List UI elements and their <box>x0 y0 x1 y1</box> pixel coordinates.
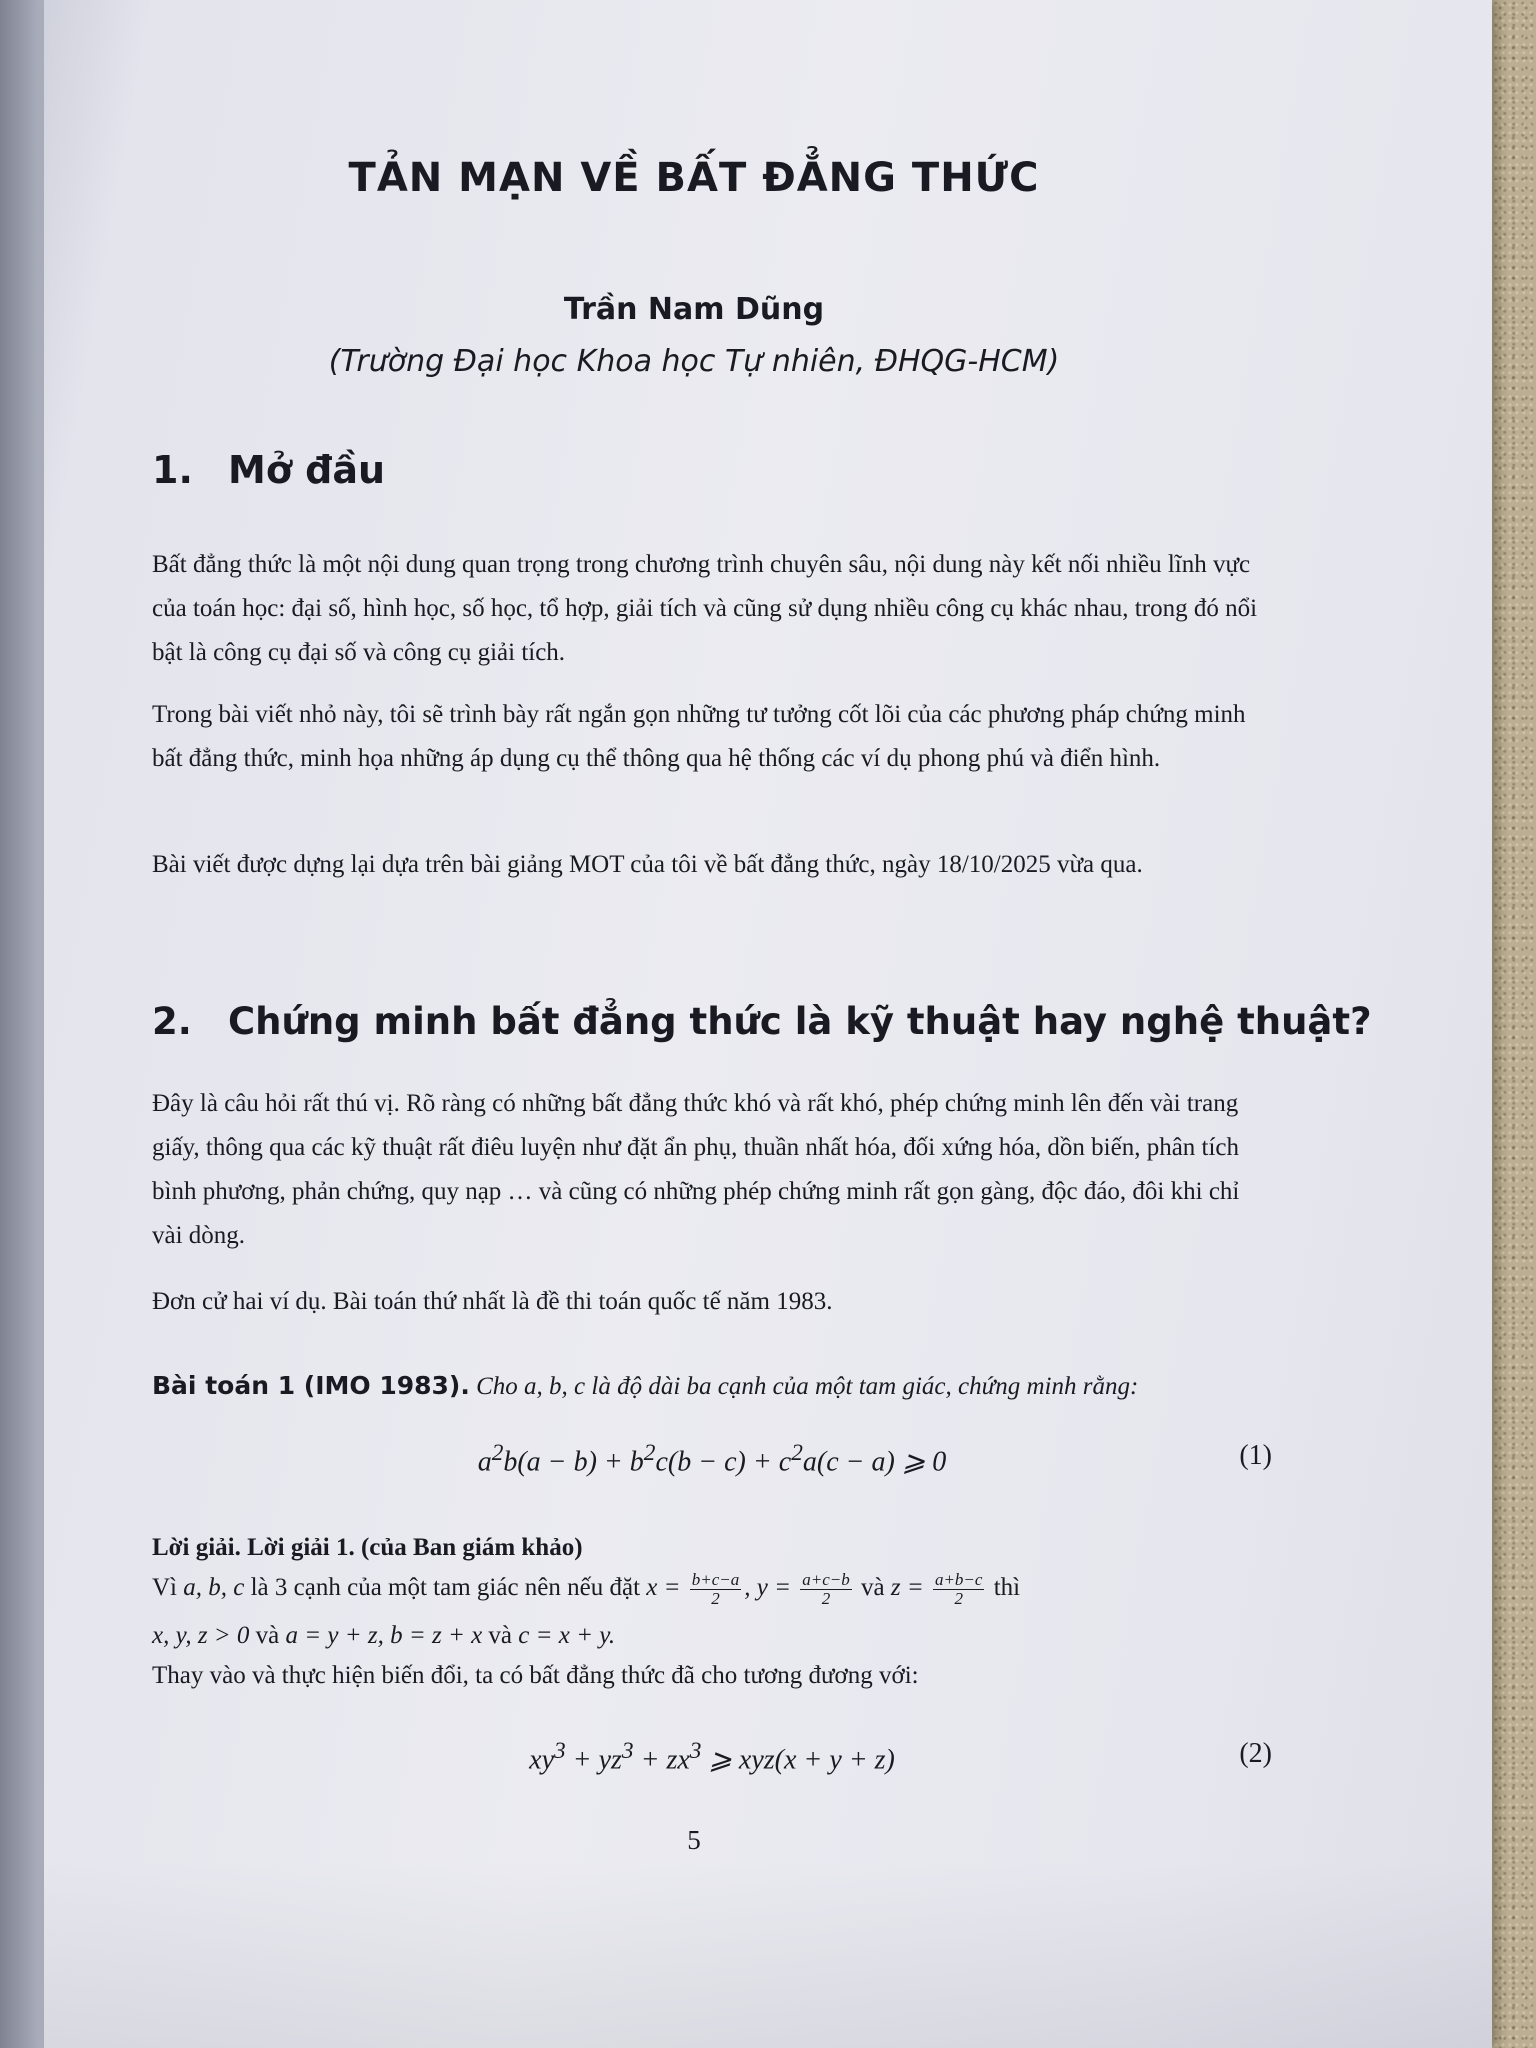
x-definition: x = $\frac{b+c-a}{2}$ , <box>646 1569 757 1608</box>
section-title: Mở đầu <box>228 448 386 492</box>
y-definition: y = $\frac{a+c-b}{2}$ <box>756 1569 850 1608</box>
document-title: TẢN MẠN VỀ BẤT ĐẲNG THỨC <box>348 155 1040 201</box>
author-affiliation: (Trường Đại học Khoa học Tự nhiên, ĐHQG-HCM) <box>328 344 1060 379</box>
problem-text: Cho a, b, c là độ dài ba cạnh của một tam giác, chứng minh rằng: <box>476 1373 1139 1400</box>
fraction-x: $\frac{b+c-a}{2}$ <box>691 1569 740 1608</box>
section-heading-2 <box>152 1000 1372 1043</box>
paragraph-section2-2: Đơn cử hai ví dụ. Bài toán thứ nhất là đề thi toán quốc tế năm 1983. <box>152 1288 833 1315</box>
equation-1 <box>152 1440 1272 1478</box>
solution-intro: Vì <box>152 1574 177 1601</box>
solution-heading <box>152 1528 1272 1568</box>
equation-1-number: (1) <box>1239 1440 1272 1471</box>
fraction-y: $\frac{a+c-b}{2}$ <box>802 1569 850 1608</box>
solution-line-1 <box>152 1568 1272 1608</box>
paragraph-section2-1: Đây là câu hỏi rất thú vị. Rõ ràng có những bất đẳng thức khó và rất khó, phép chứng minh lên đến vài trang giấy, thông qua các kỹ thuật rất điêu luyện như đặt ẩn phụ, thuần nhất hóa, đối xứng hóa, dồn biến, phân tích bình phương, phản chứng, quy nạp … và cũng có những phép chứng minh rất gọn gàng, độc đáo, đôi khi chỉ vài dòng. <box>152 1090 1240 1249</box>
solution-then: thì <box>993 1574 1021 1601</box>
z-definition: z = $\frac{a+b-c}{2}$ <box>890 1569 983 1608</box>
page-number: 5 <box>687 1825 701 1855</box>
solution-label: Lời giải. <box>152 1534 241 1561</box>
paragraph-intro-2: Trong bài viết nhỏ này, tôi sẽ trình bày rất ngắn gọn những tư tưởng cốt lõi của các phương pháp chứng minh bất đẳng thức, minh họa những áp dụng cụ thể thông qua hệ thống các ví dụ phong phú và điển hình. <box>152 701 1246 772</box>
equation-2-body: $xy^3 + yz^3 + zx^3$ ⩾ xyz(x + y + z) <box>529 1738 895 1776</box>
equation-1-body: $a^2b(a - b) + b^2c(b - c) + c^2a(c - a)$ ⩾ 0 <box>477 1440 947 1478</box>
solution-line-3: Thay vào và thực hiện biến đổi, ta có bất đẳng thức đã cho tương đương với: <box>152 1662 919 1689</box>
author-name: Trần Nam Dũng <box>563 292 825 327</box>
document-page <box>104 0 1372 2048</box>
positivity-condition: x, y, z > 0 <box>152 1622 250 1649</box>
solution-and: và <box>860 1574 885 1601</box>
section-heading-1 <box>152 448 385 492</box>
equation-2 <box>152 1738 1272 1776</box>
fraction-z: $\frac{a+b-c}{2}$ <box>934 1569 983 1608</box>
paragraph-intro-3: Bài viết được dựng lại dựa trên bài giảng MOT của tôi về bất đẳng thức, ngày 18/10/2025 vừa qua. <box>152 851 1143 878</box>
equation-2-number: (2) <box>1239 1738 1272 1769</box>
solution-and-3: và <box>488 1622 513 1649</box>
solution-abc: a, b, c <box>183 1574 245 1601</box>
problem-1-statement <box>152 1364 1272 1409</box>
solution-sublabel: Lời giải 1. (của Ban giám khảo) <box>247 1534 583 1561</box>
solution-text-1: là 3 cạnh của một tam giác nên nếu đặt <box>250 1574 641 1601</box>
section-title: Chứng minh bất đẳng thức là kỹ thuật hay nghệ thuật? <box>228 1000 1372 1043</box>
paragraph-intro-1: Bất đẳng thức là một nội dung quan trọng trong chương trình chuyên sâu, nội dung này kết nối nhiều lĩnh vực của toán học: đại số, hình học, số học, tổ hợp, giải tích và cũng sử dụng nhiều công cụ khác nhau, trong đó nổi bật là công cụ đại số và công cụ giải tích. <box>152 551 1258 666</box>
solution-and-2: và <box>255 1622 280 1649</box>
section-number: 1. <box>152 448 193 492</box>
solution-line-2 <box>152 1616 1272 1656</box>
problem-label: Bài toán 1 (IMO 1983). <box>152 1371 470 1400</box>
substitution-formulas: a = y + z, b = z + x <box>285 1622 483 1649</box>
section-number: 2. <box>152 1000 192 1043</box>
substitution-c: c = x + y. <box>518 1622 616 1649</box>
